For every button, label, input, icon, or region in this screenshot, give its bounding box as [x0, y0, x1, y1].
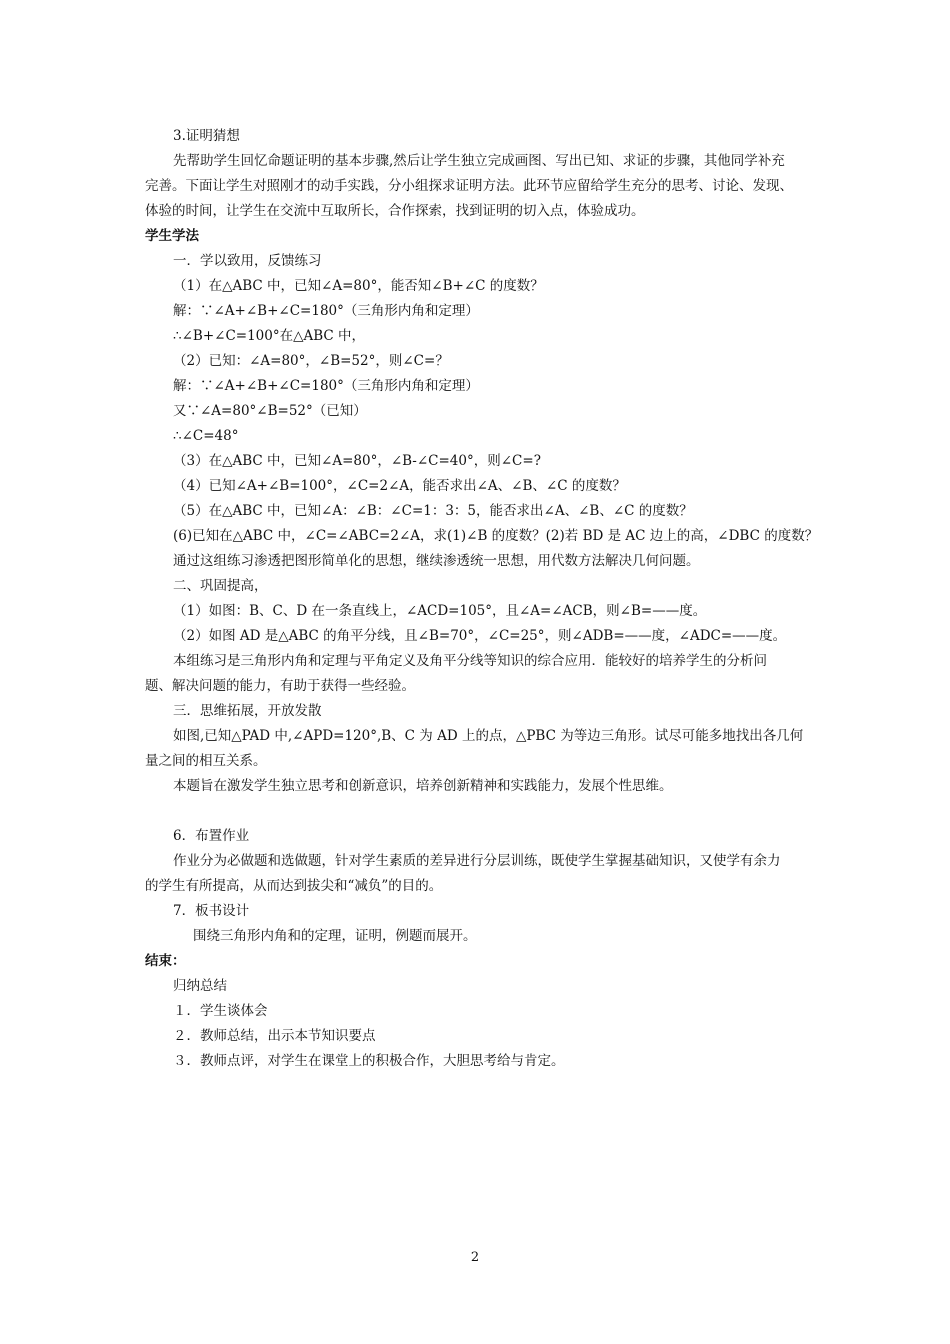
paragraph-line: 完善。下面让学生对照刚才的动手实践，分小组探求证明方法。此环节应留给学生充分的思考、讨论、发现、: [145, 178, 793, 194]
exercise-line: （4）已知∠A+∠B=100°，∠C=2∠A，能否求出∠A、∠B、∠C 的度数？: [173, 478, 626, 494]
subsection-heading: 归纳总结: [173, 978, 227, 994]
list-item: ３．教师点评，对学生在课堂上的积极合作，大胆思考给与肯定。: [173, 1053, 565, 1069]
list-item: １．学生谈体会: [173, 1003, 268, 1019]
exercise-line: （2）如图 AD 是△ABC 的角平分线，且∠B=70°，∠C=25°，则∠ADB=——度，∠ADC=——度。: [173, 628, 787, 644]
paragraph-line: 题、解决问题的能力，有助于获得一些经验。: [145, 678, 415, 694]
solution-line: 解：∵∠A+∠B+∠C=180°（三角形内角和定理）: [173, 378, 479, 394]
solution-line: ∴∠B+∠C=100°在△ABC 中，: [173, 328, 366, 344]
paragraph-line: 先帮助学生回忆命题证明的基本步骤,然后让学生独立完成画图、写出已知、求证的步骤，其他同学补充: [173, 153, 785, 169]
section-heading-homework: 6．布置作业: [173, 828, 250, 844]
subsection-heading: 一．学以致用，反馈练习: [173, 253, 322, 269]
paragraph-line: 通过这组练习渗透把图形简单化的思想，继续渗透统一思想，用代数方法解决几何问题。: [173, 553, 700, 569]
exercise-line: (6)已知在△ABC 中，∠C=∠ABC=2∠A，求(1)∠B 的度数？(2)若 BD 是 AC 边上的高，∠DBC 的度数？: [173, 528, 819, 544]
exercise-line: （5）在△ABC 中，已知∠A：∠B：∠C=1：3：5，能否求出∠A、∠B、∠C 的度数？: [173, 503, 693, 519]
paragraph-line: 围绕三角形内角和的定理，证明，例题而展开。: [193, 928, 477, 944]
list-item: ２．教师总结，出示本节知识要点: [173, 1028, 376, 1044]
paragraph-line: 的学生有所提高，从而达到拔尖和“减负”的目的。: [145, 878, 443, 894]
exercise-line: （1）在△ABC 中，已知∠A=80°，能否知∠B+∠C 的度数？: [173, 278, 544, 294]
section-heading-board-design: 7．板书设计: [173, 903, 250, 919]
section-heading-student-method: 学生学法: [145, 228, 199, 244]
exercise-line: （3）在△ABC 中，已知∠A=80°，∠B-∠C=40°，则∠C=?: [173, 453, 541, 469]
paragraph-line: 体验的时间，让学生在交流中互取所长，合作探索，找到证明的切入点，体验成功。: [145, 203, 645, 219]
paragraph-line: 本组练习是三角形内角和定理与平角定义及角平分线等知识的综合应用．能较好的培养学生的分析问: [173, 653, 767, 669]
paragraph-line: 量之间的相互关系。: [145, 753, 267, 769]
subsection-heading: 三．思维拓展，开放发散: [173, 703, 322, 719]
paragraph-line: 本题旨在激发学生独立思考和创新意识，培养创新精神和实践能力，发展个性思维。: [173, 778, 673, 794]
exercise-line: （1）如图：B、C、D 在一条直线上，∠ACD=105°，且∠A=∠ACB，则∠B=——度。: [173, 603, 707, 619]
exercise-line: （2）已知：∠A=80°，∠B=52°，则∠C=？: [173, 353, 449, 369]
subsection-heading: 二、巩固提高，: [173, 578, 268, 594]
solution-line: ∴∠C=48°: [173, 428, 239, 444]
paragraph-line: 作业分为必做题和选做题，针对学生素质的差异进行分层训练，既使学生掌握基础知识，又使学有余力: [173, 853, 781, 869]
section-heading-ending: 结束：: [145, 953, 186, 969]
solution-line: 又∵∠A=80°∠B=52°（已知）: [173, 403, 367, 419]
page-number: 2: [470, 1250, 480, 1265]
section-heading-prove-conjecture: 3.证明猜想: [173, 128, 240, 144]
solution-line: 解：∵∠A+∠B+∠C=180°（三角形内角和定理）: [173, 303, 479, 319]
paragraph-line: 如图,已知△PAD 中,∠APD=120°,B、C 为 AD 上的点，△PBC 为等边三角形。试尽可能多地找出各几何: [173, 728, 804, 744]
